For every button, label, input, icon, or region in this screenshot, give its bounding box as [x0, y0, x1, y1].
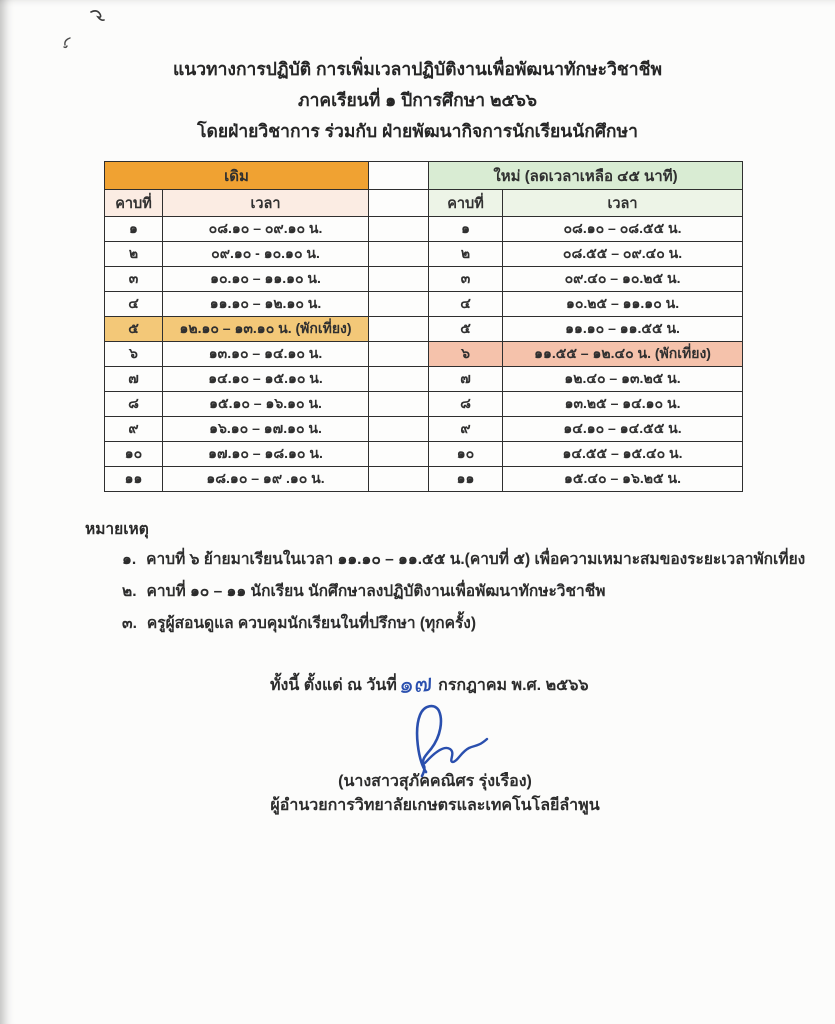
note-number: ๑.	[122, 551, 137, 568]
note-item	[122, 610, 476, 635]
table-row	[105, 267, 743, 292]
table-row	[105, 292, 743, 317]
old-time-column-header: เวลา	[163, 190, 369, 217]
old-period-cell: ๒	[105, 242, 163, 267]
new-time-column-header: เวลา	[503, 190, 743, 217]
old-period-cell: ๑๑	[105, 467, 163, 492]
new-period-cell: ๓	[429, 267, 503, 292]
new-time-cell-lunch: ๑๑.๕๕ – ๑๒.๔๐ น. (พักเที่ยง)	[503, 342, 743, 367]
old-time-cell-lunch: ๑๒.๑๐ – ๑๓.๑๐ น. (พักเที่ยง)	[163, 317, 369, 342]
new-time-cell: ๑๔.๑๐ – ๑๔.๕๕ น.	[503, 417, 743, 442]
note-text: ครูผู้สอนดูแล ควบคุมนักเรียนในที่ปรึกษา (ทุกครั้ง)	[146, 615, 477, 632]
old-period-cell: ๙	[105, 417, 163, 442]
ink-smudge-icon	[88, 8, 110, 26]
signer-name: (นางสาวสุภัคคณิศร รุ่งเรือง)	[338, 773, 532, 790]
new-time-cell: ๐๘.๕๕ – ๐๙.๔๐ น.	[503, 242, 743, 267]
spacer-cell	[369, 190, 429, 217]
spacer-cell	[369, 392, 429, 417]
old-time-cell: ๑๐.๑๐ – ๑๑.๑๐ น.	[163, 267, 369, 292]
new-period-column-header: คาบที่	[429, 190, 503, 217]
new-time-cell: ๐๘.๑๐ – ๐๘.๕๕ น.	[503, 217, 743, 242]
note-text: คาบที่ ๖ ย้ายมาเรียนในเวลา ๑๑.๑๐ – ๑๑.๕๕ น.(คาบที่ ๕) เพื่อความเหมาะสมของระยะเวลาพักเที่ยง	[146, 551, 806, 568]
table-column-header-row	[105, 190, 743, 217]
old-section-header: เดิม	[105, 162, 369, 190]
old-time-cell: ๑๘.๑๐ – ๑๙ .๑๐ น.	[163, 467, 369, 492]
spacer-cell	[369, 417, 429, 442]
spacer-cell	[369, 217, 429, 242]
old-period-cell: ๘	[105, 392, 163, 417]
old-time-cell: ๑๖.๑๐ – ๑๗.๑๐ น.	[163, 417, 369, 442]
new-time-cell: ๑๔.๕๕ – ๑๕.๔๐ น.	[503, 442, 743, 467]
old-time-cell: ๐๘.๑๐ – ๐๙.๑๐ น.	[163, 217, 369, 242]
note-text: คาบที่ ๑๐ – ๑๑ นักเรียน นักศึกษาลงปฏิบัติงานเพื่อพัฒนาทักษะวิชาชีพ	[146, 583, 606, 600]
title-line-3: โดยฝ่ายวิชาการ ร่วมกับ ฝ่ายพัฒนากิจการนักเรียนนักศึกษา	[197, 121, 638, 141]
old-time-cell: ๑๗.๑๐ – ๑๘.๑๐ น.	[163, 442, 369, 467]
new-time-cell: ๑๕.๔๐ – ๑๖.๒๕ น.	[503, 467, 743, 492]
spacer-cell	[369, 442, 429, 467]
old-period-cell: ๑	[105, 217, 163, 242]
handwritten-date: ๑๗	[398, 668, 433, 700]
new-time-cell: ๑๒.๔๐ – ๑๓.๒๕ น.	[503, 367, 743, 392]
new-period-cell: ๒	[429, 242, 503, 267]
new-period-cell: ๘	[429, 392, 503, 417]
title-line-1: แนวทางการปฏิบัติ การเพิ่มเวลาปฏิบัติงานเพื่อพัฒนาทักษะวิชาชีพ	[172, 59, 663, 79]
spacer-cell	[369, 467, 429, 492]
effective-date-suffix: กรกฎาคม พ.ศ. ๒๕๖๖	[438, 677, 589, 694]
new-period-cell: ๑๐	[429, 442, 503, 467]
new-period-cell: ๕	[429, 317, 503, 342]
new-section-header: ใหม่ (ลดเวลาเหลือ ๔๕ นาที)	[429, 162, 743, 190]
spacer-cell	[369, 242, 429, 267]
spacer-cell	[369, 317, 429, 342]
old-period-column-header: คาบที่	[105, 190, 163, 217]
note-number: ๒.	[122, 583, 137, 600]
old-period-cell: ๑๐	[105, 442, 163, 467]
spacer-cell	[369, 367, 429, 392]
spacer-cell	[369, 162, 429, 190]
notes-heading: หมายเหตุ	[85, 521, 149, 538]
table-row-new-lunch	[105, 342, 743, 367]
new-time-cell: ๑๑.๑๐ – ๑๑.๕๕ น.	[503, 317, 743, 342]
new-period-cell: ๑	[429, 217, 503, 242]
table-row	[105, 217, 743, 242]
ink-smudge-icon	[60, 36, 76, 50]
new-period-cell: ๖	[429, 342, 503, 367]
note-item	[122, 578, 605, 603]
new-time-cell: ๑๐.๒๕ – ๑๑.๑๐ น.	[503, 292, 743, 317]
note-number: ๓.	[122, 615, 137, 632]
new-period-cell: ๔	[429, 292, 503, 317]
new-time-cell: ๑๓.๒๕ – ๑๔.๑๐ น.	[503, 392, 743, 417]
new-period-cell: ๗	[429, 367, 503, 392]
title-line-2: ภาคเรียนที่ ๑ ปีการศึกษา ๒๕๖๖	[298, 90, 537, 110]
new-time-cell: ๐๙.๔๐ – ๑๐.๒๕ น.	[503, 267, 743, 292]
schedule-table	[104, 161, 743, 492]
new-period-cell: ๑๑	[429, 467, 503, 492]
effective-date-line	[270, 662, 589, 701]
table-row	[105, 392, 743, 417]
table-row	[105, 417, 743, 442]
note-item	[122, 546, 805, 571]
old-time-cell: ๑๓.๑๐ – ๑๔.๑๐ น.	[163, 342, 369, 367]
old-period-cell: ๖	[105, 342, 163, 367]
old-time-cell: ๐๙.๑๐ - ๑๐.๑๐ น.	[163, 242, 369, 267]
old-period-cell: ๔	[105, 292, 163, 317]
old-period-cell: ๓	[105, 267, 163, 292]
old-time-cell: ๑๕.๑๐ – ๑๖.๑๐ น.	[163, 392, 369, 417]
table-group-header-row	[105, 162, 743, 190]
document-title	[0, 54, 835, 147]
table-row	[105, 467, 743, 492]
table-row	[105, 242, 743, 267]
spacer-cell	[369, 267, 429, 292]
table-row	[105, 367, 743, 392]
old-time-cell: ๑๑.๑๐ – ๑๒.๑๐ น.	[163, 292, 369, 317]
table-row-old-lunch	[105, 317, 743, 342]
new-period-cell: ๙	[429, 417, 503, 442]
table-row	[105, 442, 743, 467]
effective-date-prefix: ทั้งนี้ ตั้งแต่ ณ วันที่	[270, 677, 397, 694]
old-time-cell: ๑๔.๑๐ – ๑๕.๑๐ น.	[163, 367, 369, 392]
signer-title: ผู้อำนวยการวิทยาลัยเกษตรและเทคโนโลยีลำพูน	[270, 797, 600, 814]
spacer-cell	[369, 292, 429, 317]
old-period-cell: ๗	[105, 367, 163, 392]
spacer-cell	[369, 342, 429, 367]
old-period-cell: ๕	[105, 317, 163, 342]
